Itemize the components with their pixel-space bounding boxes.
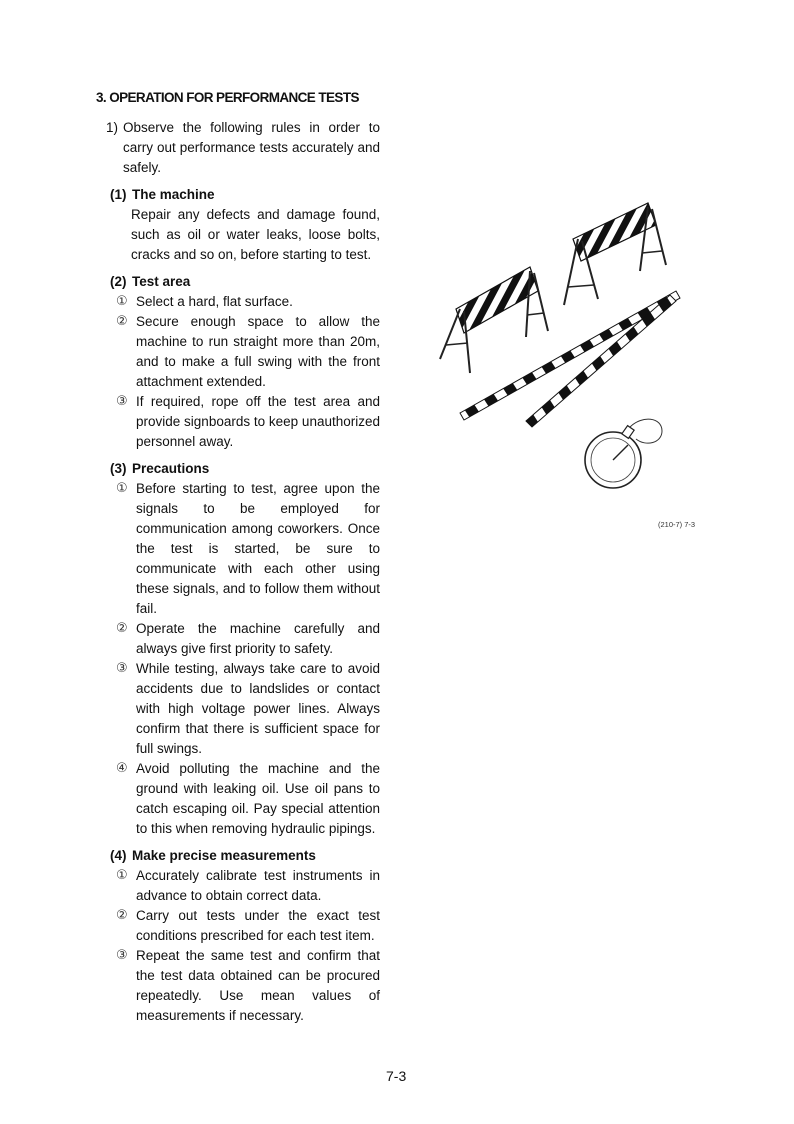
item-marker: ③ [116, 948, 128, 963]
intro-paragraph [106, 118, 380, 178]
stopwatch-icon [585, 419, 662, 488]
section-precautions [96, 459, 380, 839]
item-text: Before starting to test, agree upon the signals to be employed for communication among coworkers. Once the test is started, be sure to communicate with each other using these signals, and to follow them without fail. [136, 481, 380, 616]
list-item [116, 759, 380, 839]
item-text: Carry out tests under the exact test conditions prescribed for each test item. [136, 908, 380, 943]
section-machine [96, 185, 380, 265]
item-marker: ① [116, 868, 128, 883]
list-item [116, 312, 380, 392]
intro-number: 1) [106, 120, 119, 135]
section-number: (3) [110, 461, 127, 476]
item-text: Accurately calibrate test instruments in advance to obtain correct data. [136, 868, 380, 903]
item-text: Repeat the same test and confirm that the test data obtained can be procured repeatedly. Use mean values of measurements if necessary. [136, 948, 380, 1023]
section-heading-text: Test area [132, 274, 191, 289]
item-text: Operate the machine carefully and always give first priority to safety. [136, 621, 380, 656]
item-text: While testing, always take care to avoid accidents due to landslides or contact with high voltage power lines. Always confirm that there is sufficient space for full swings. [136, 661, 380, 756]
list-item [116, 906, 380, 946]
section-heading [110, 185, 380, 205]
section-heading-text: Make precise measurements [132, 848, 316, 863]
section-body: Repair any defects and damage found, such as oil or water leaks, loose bolts, cracks and so on, before starting to test. [131, 207, 380, 262]
item-marker: ① [116, 481, 128, 496]
section-number: (2) [110, 274, 127, 289]
section-test-area [96, 272, 380, 452]
text-column [96, 90, 380, 1026]
test-equipment-illustration [430, 195, 700, 505]
item-marker: ① [116, 294, 128, 309]
section-heading-text: Precautions [132, 461, 210, 476]
item-marker: ④ [116, 761, 128, 776]
section-number: (1) [110, 187, 127, 202]
section-title: 3. OPERATION FOR PERFORMANCE TESTS [96, 90, 359, 105]
list-item [116, 479, 380, 619]
section-heading [110, 272, 380, 292]
item-text: Select a hard, flat surface. [136, 294, 293, 309]
intro-text: Observe the following rules in order to carry out performance tests accurately and safely. [123, 120, 380, 175]
item-marker: ② [116, 908, 128, 923]
item-text: Avoid polluting the machine and the ground with leaking oil. Use oil pans to catch escaping oil. Pay special attention to this when removing hydraulic pipings. [136, 761, 380, 836]
item-marker: ② [116, 314, 128, 329]
list-item [116, 946, 380, 1026]
list-item [116, 619, 380, 659]
list-item [116, 392, 380, 452]
page-number: 7-3 [386, 1068, 407, 1084]
barricade-icon [564, 203, 666, 305]
list-item [116, 292, 380, 312]
section-measurements [96, 846, 380, 1026]
item-marker: ② [116, 621, 128, 636]
item-marker: ③ [116, 394, 128, 409]
item-text: If required, rope off the test area and provide signboards to keep unauthorized personnel away. [136, 394, 380, 449]
barricade-icon [440, 267, 548, 373]
list-item [116, 866, 380, 906]
item-text: Secure enough space to allow the machine to run straight more than 20m, and to make a full swing with the front attachment extended. [136, 314, 380, 389]
section-heading [110, 459, 380, 479]
item-marker: ③ [116, 661, 128, 676]
list-item [116, 659, 380, 759]
section-number: (4) [110, 848, 127, 863]
figure-label: (210-7) 7-3 [658, 520, 696, 529]
section-heading [110, 846, 380, 866]
section-heading-text: The machine [132, 187, 215, 202]
